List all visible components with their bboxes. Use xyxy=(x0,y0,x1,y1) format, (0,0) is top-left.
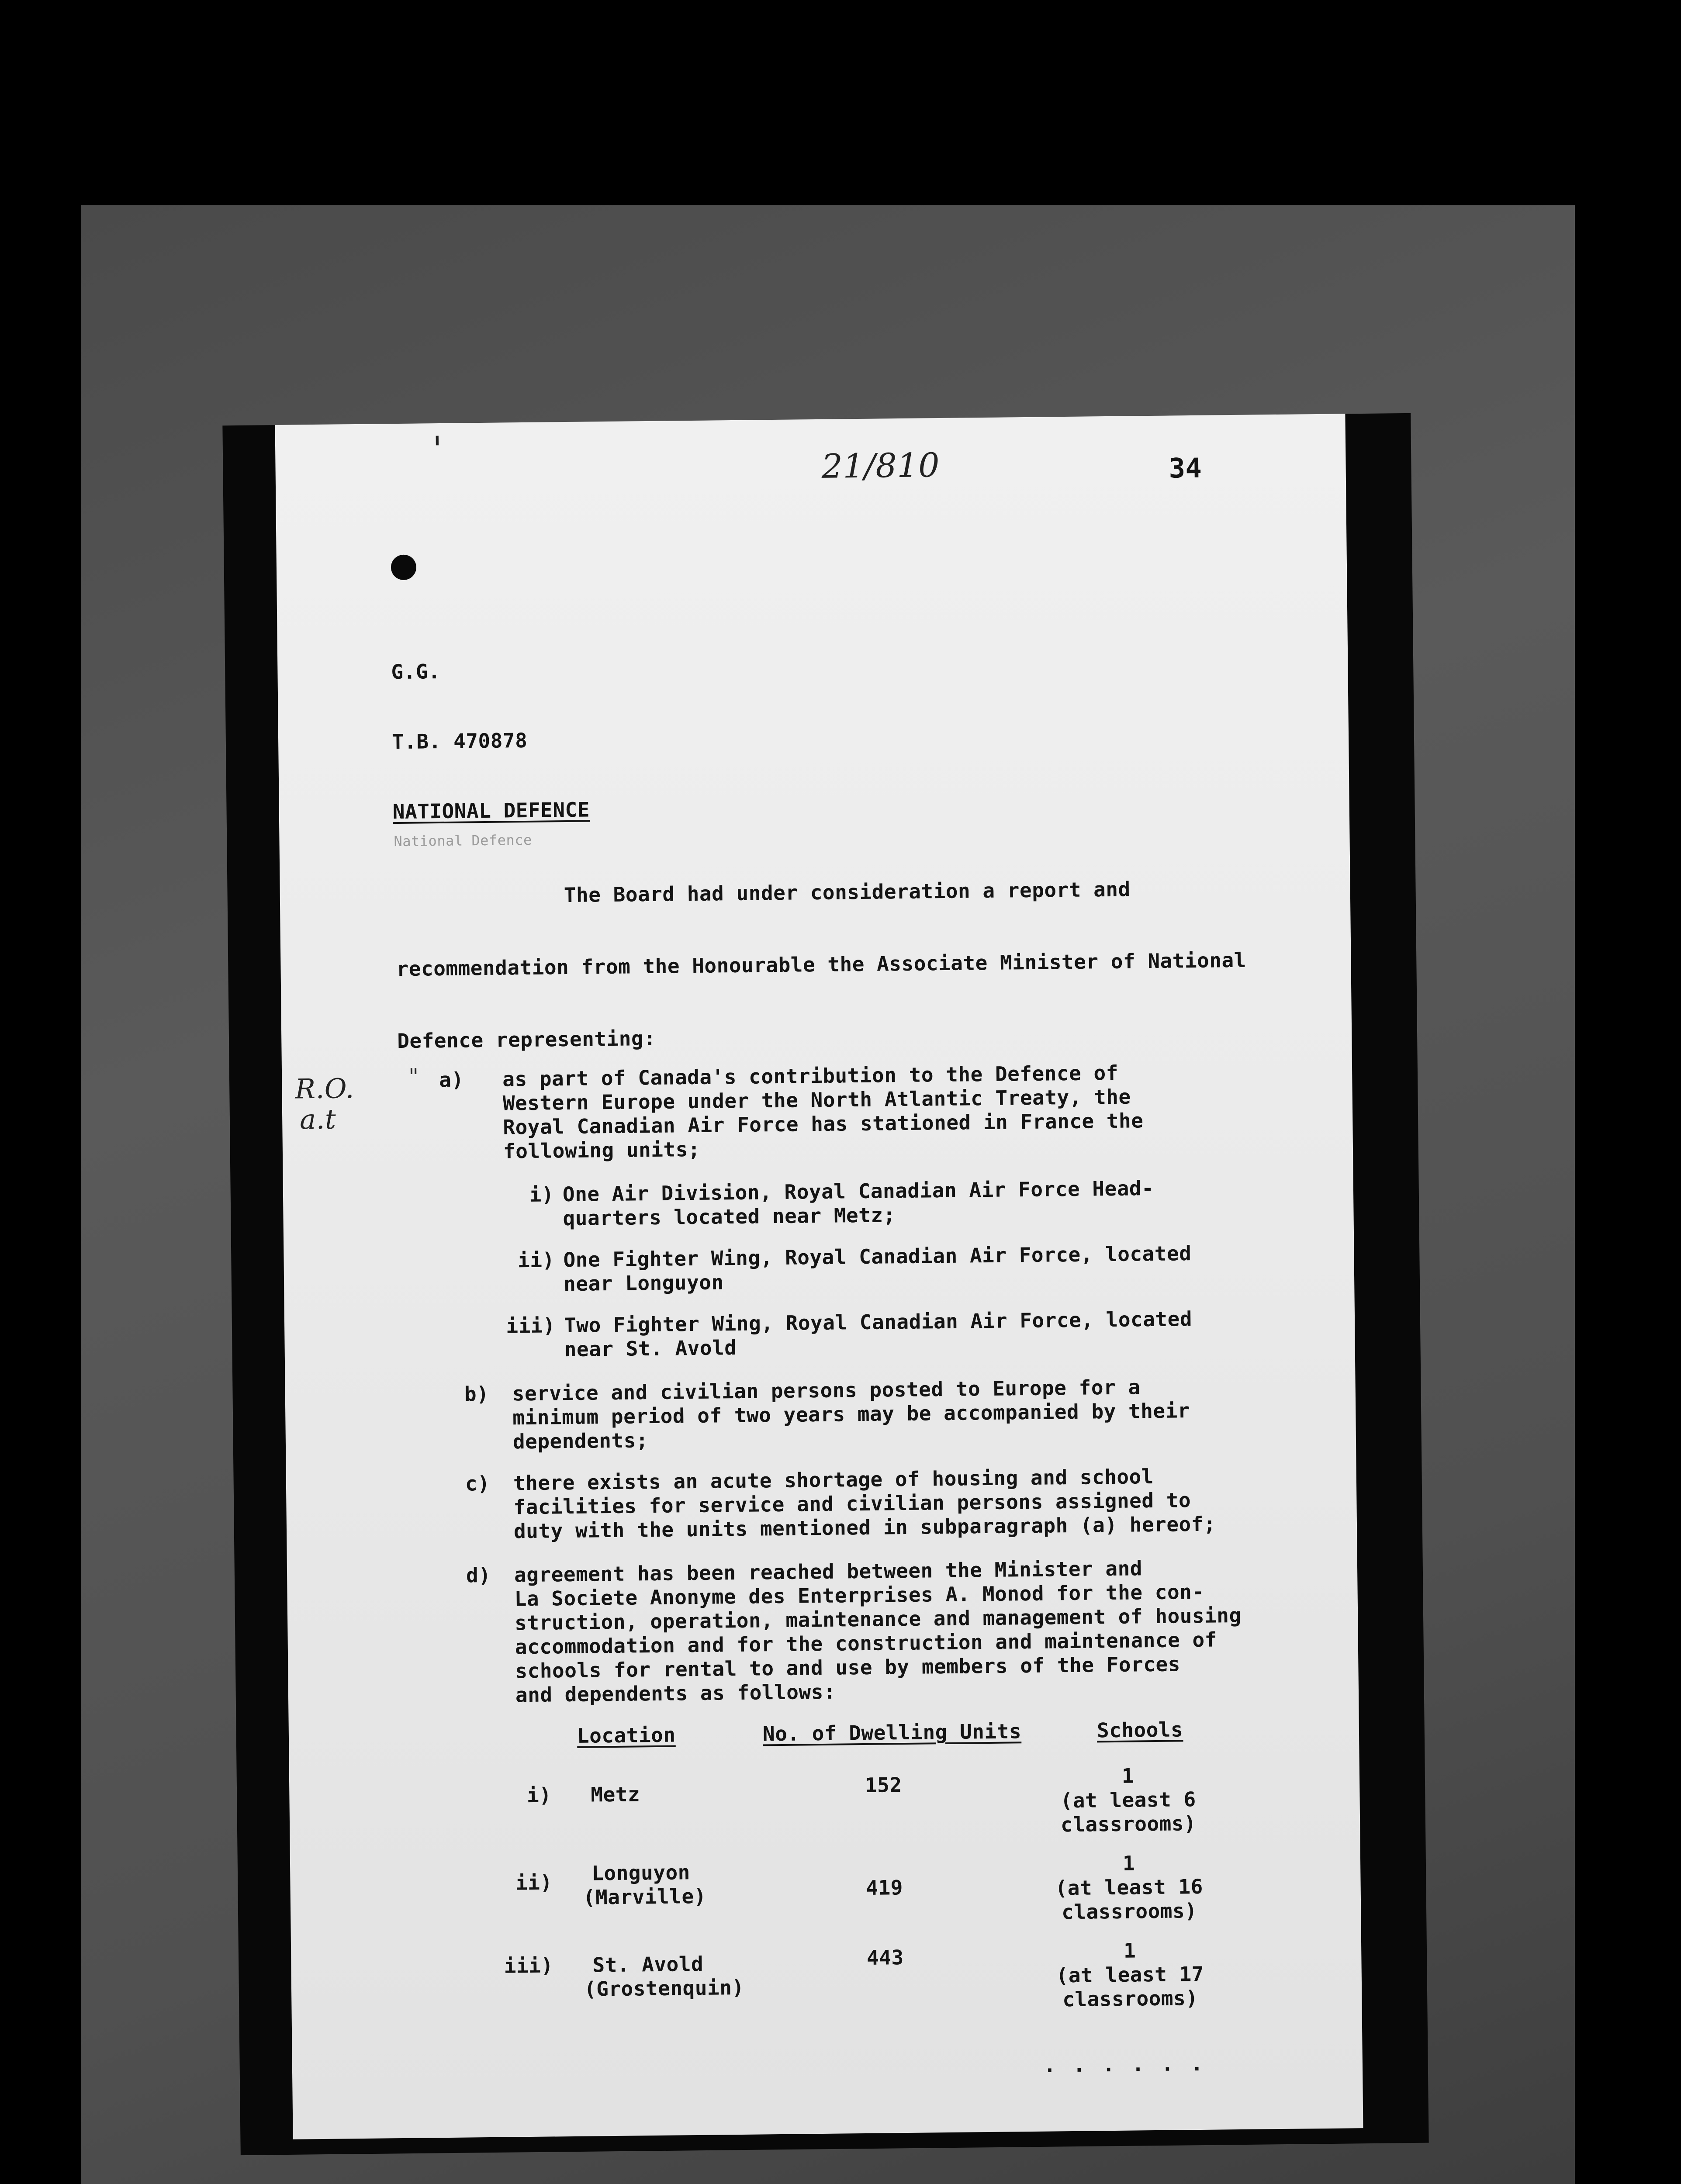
unit-2-label: ii) xyxy=(517,1248,555,1272)
table-header-schools: Schools xyxy=(1096,1717,1183,1742)
table-row-2-units: 419 xyxy=(866,1876,903,1900)
unit-3-label: iii) xyxy=(506,1313,556,1338)
table-row-3-label: iii) xyxy=(504,1953,553,1978)
table-row-1-label: i) xyxy=(526,1783,552,1807)
intro-line-2: recommendation from the Honourable the Associate Minister of National xyxy=(396,948,1247,981)
header-code: G.G. xyxy=(391,660,441,684)
para-a-line-2: Western Europe under the North Atlantic Treaty, the xyxy=(502,1085,1131,1115)
para-d-label: d) xyxy=(466,1563,491,1587)
table-header-location: Location xyxy=(577,1723,676,1748)
unit-2-line-2: near Longuyon xyxy=(563,1270,724,1296)
unit-2-line-1: One Fighter Wing, Royal Canadian Air Force, located xyxy=(563,1241,1192,1272)
table-row-2-location: Longuyon xyxy=(591,1860,691,1885)
para-d-line-5: schools for rental to and use by members of the Forces xyxy=(515,1652,1181,1683)
para-c-line-3: duty with the units mentioned in subparagraph (a) hereof; xyxy=(513,1512,1216,1543)
tb-number: T.B. 470878 xyxy=(391,728,528,754)
table-row-2-schools-detail: (at least 16 xyxy=(1055,1874,1204,1900)
para-b-line-1: service and civilian persons posted to Europe for a xyxy=(512,1375,1141,1406)
para-c-label: c) xyxy=(465,1471,490,1496)
para-d-line-4: accommodation and for the construction and maintenance of xyxy=(515,1628,1218,1659)
table-row-2-label: ii) xyxy=(515,1870,553,1895)
department-heading: NATIONAL DEFENCE xyxy=(392,798,590,824)
document-page xyxy=(275,414,1363,2139)
table-row-1-units: 152 xyxy=(865,1773,902,1797)
handwritten-file-number: 21/810 xyxy=(821,446,940,486)
intro-line-1: The Board had under consideration a report and xyxy=(564,877,1131,907)
table-row-2-schools-count: 1 xyxy=(1122,1851,1135,1875)
table-row-3-units: 443 xyxy=(866,1946,904,1970)
punch-hole xyxy=(391,555,417,581)
para-d-line-6: and dependents as follows: xyxy=(515,1679,836,1707)
margin-note-line-2: a.t xyxy=(299,1103,336,1136)
table-header-dwelling-units: No. of Dwelling Units xyxy=(762,1719,1022,1746)
para-d-line-3: struction, operation, maintenance and management of housing xyxy=(514,1603,1242,1635)
para-a-label: a) xyxy=(439,1068,464,1092)
para-a-line-1: as part of Canada's contribution to the Defence of xyxy=(502,1061,1119,1091)
para-c-line-2: facilities for service and civilian persons assigned to xyxy=(513,1488,1191,1519)
table-row-3-schools-count: 1 xyxy=(1123,1939,1136,1963)
para-a-line-4: following units; xyxy=(503,1137,701,1163)
table-row-1-schools-classrooms: classrooms) xyxy=(1060,1811,1197,1837)
margin-note-line-1: R.O. xyxy=(295,1072,355,1105)
continuation-dots: . . . . . . xyxy=(1043,2051,1206,2077)
table-row-2-schools-classrooms: classrooms) xyxy=(1061,1899,1197,1924)
para-b-line-2: minimum period of two years may be accompanied by their xyxy=(512,1399,1190,1430)
margin-mark: " xyxy=(408,1064,419,1089)
table-row-3-location: St. Avold xyxy=(592,1952,704,1977)
para-b-label: b) xyxy=(464,1382,489,1406)
department-faint-stamp: National Defence xyxy=(394,831,532,850)
para-a-line-3: Royal Canadian Air Force has stationed in France the xyxy=(503,1109,1144,1139)
table-row-1-schools-count: 1 xyxy=(1121,1764,1135,1788)
table-row-3-schools-classrooms: classrooms) xyxy=(1062,1986,1198,2011)
table-row-2-location-sub: (Marville) xyxy=(583,1884,707,1909)
unit-1-line-2: quarters located near Metz; xyxy=(563,1203,896,1230)
unit-3-line-2: near St. Avold xyxy=(564,1335,737,1362)
para-d-line-2: La Societe Anonyme des Enterprises A. Monod for the con- xyxy=(514,1579,1204,1611)
table-row-3-location-sub: (Grostenquin) xyxy=(584,1975,744,2001)
unit-1-line-1: One Air Division, Royal Canadian Air Force Head- xyxy=(562,1176,1154,1206)
unit-3-line-1: Two Fighter Wing, Royal Canadian Air Force, located xyxy=(564,1307,1193,1337)
para-d-line-1: agreement has been reached between the Minister and xyxy=(514,1556,1143,1587)
unit-1-label: i) xyxy=(529,1182,554,1206)
handwritten-tick: ' xyxy=(432,429,443,470)
intro-line-3: Defence representing: xyxy=(397,1026,656,1053)
table-row-1-location: Metz xyxy=(591,1782,640,1807)
para-b-line-3: dependents; xyxy=(512,1428,649,1454)
para-c-line-1: there exists an acute shortage of housing and school xyxy=(513,1465,1154,1495)
page-number: 34 xyxy=(1169,452,1202,484)
table-row-1-schools-detail: (at least 6 xyxy=(1060,1787,1196,1813)
table-row-3-schools-detail: (at least 17 xyxy=(1056,1962,1204,1987)
